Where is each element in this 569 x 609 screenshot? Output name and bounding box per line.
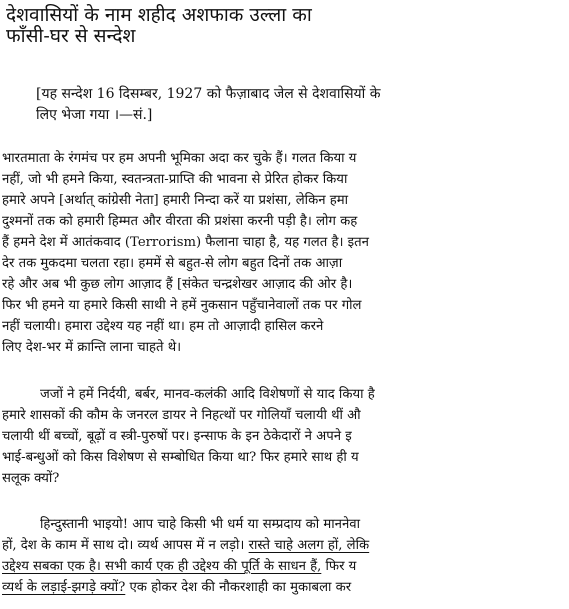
paragraph-3-line: हिन्दुस्तानी भाइयो! आप चाहे किसी भी धर्म या सम्प्रदाय को माननेवा <box>40 517 361 532</box>
underlined-text: उद्देश्य सबका एक है। सभी कार्य एक ही उद्देश्य की पूर्ति के साधन हैं, <box>2 559 322 574</box>
paragraph-3-line <box>2 535 568 556</box>
paragraph-1-line: हमारे अपने [अर्थात् कांग्रेसी नेता] हमारी निन्दा करें या प्रशंसा, लेकिन हमा <box>2 193 349 208</box>
paragraph-2-line: हमारे शासकों की कौम के जनरल डायर ने निहत्थों पर गोलियाँ चलायी थीं औ <box>2 408 361 423</box>
paragraph-2-line: जजों ने हमें निर्दयी, बर्बर, मानव-कलंकी आदि विशेषणों से याद किया है <box>40 387 375 402</box>
paragraph-1-line: रहे और अब भी कुछ लोग आज़ाद हैं [संकेत चन्द्रशेखर आज़ाद की ओर है। <box>2 277 353 292</box>
title-line-1: देशवासियों के नाम शहीद अशफाक उल्ला का <box>6 4 312 23</box>
paragraph-1-line: फिर भी हमने या हमारे किसी साथी ने हमें नुकसान पहुँचानेवालों तक पर गोल <box>2 298 362 313</box>
title-line-2: फाँसी-घर से सन्देश <box>6 25 136 44</box>
paragraph-3-line <box>2 577 568 598</box>
paragraph-3-text: एक होकर देश की नौकरशाही का मुकाबला कर <box>129 580 352 595</box>
document-title <box>6 2 566 44</box>
paragraph-1-line: नहीं, जो भी हमने किया, स्वतन्त्रता-प्राप्ति की भावना से प्रेरित होकर किया <box>2 172 348 187</box>
paragraph-3 <box>2 514 568 598</box>
paragraph-1 <box>2 148 568 358</box>
paragraph-3-text: हों, देश के काम में साथ दो। व्यर्थ आपस में न लड़ो। <box>2 538 245 553</box>
paragraph-2-line: सलूक क्यों? <box>2 471 60 486</box>
paragraph-2-line: चलायी थीं बच्चों, बूढ़ों व स्त्री-पुरुषों पर। इन्साफ के इन ठेकेदारों ने अपने इ <box>2 429 352 444</box>
editor-note-line-1: [यह सन्देश 16 दिसम्बर, 1927 को फैज़ाबाद जेल से देशवासियों के <box>36 86 381 102</box>
paragraph-1-line: देर तक मुकदमा चलता रहा। हममें से बहुत-से लोग बहुत दिनों तक आज़ा <box>2 256 343 271</box>
paragraph-1-line: लिए देश-भर में क्रान्ति लाना चाहते थे। <box>2 340 182 355</box>
paragraph-1-line: हैं हमने देश में आतंकवाद (Terrorism) फैलाना चाहा है, यह गलत है। इतन <box>2 235 369 250</box>
underlined-text: व्यर्थ के लड़ाई-झगड़े क्यों? <box>2 580 126 595</box>
paragraph-1-line: दुश्मनों तक को हमारी हिम्मत और वीरता की प्रशंसा करनी पड़ी है। लोग कह <box>2 214 358 229</box>
paragraph-1-line: नहीं चलायी। हमारा उद्देश्य यह नहीं था। हम तो आज़ादी हासिल करने <box>2 319 324 334</box>
paragraph-1-line: भारतमाता के रंगमंच पर हम अपनी भूमिका अदा कर चुके हैं। गलत किया य <box>2 151 357 166</box>
editor-note-line-2: लिए भेजा गया ।—सं.] <box>36 107 153 123</box>
paragraph-3-text: फिर य <box>325 559 357 574</box>
paragraph-2-line: भाई-बन्धुओं को किस विशेषण से सम्बोधित किया था? फिर हमारे साथ ही य <box>2 450 359 465</box>
paragraph-3-line <box>2 556 568 577</box>
underlined-text: रास्ते चाहे अलग हों, लेकि <box>248 538 370 553</box>
paragraph-2 <box>2 384 568 489</box>
editor-note <box>36 84 566 126</box>
